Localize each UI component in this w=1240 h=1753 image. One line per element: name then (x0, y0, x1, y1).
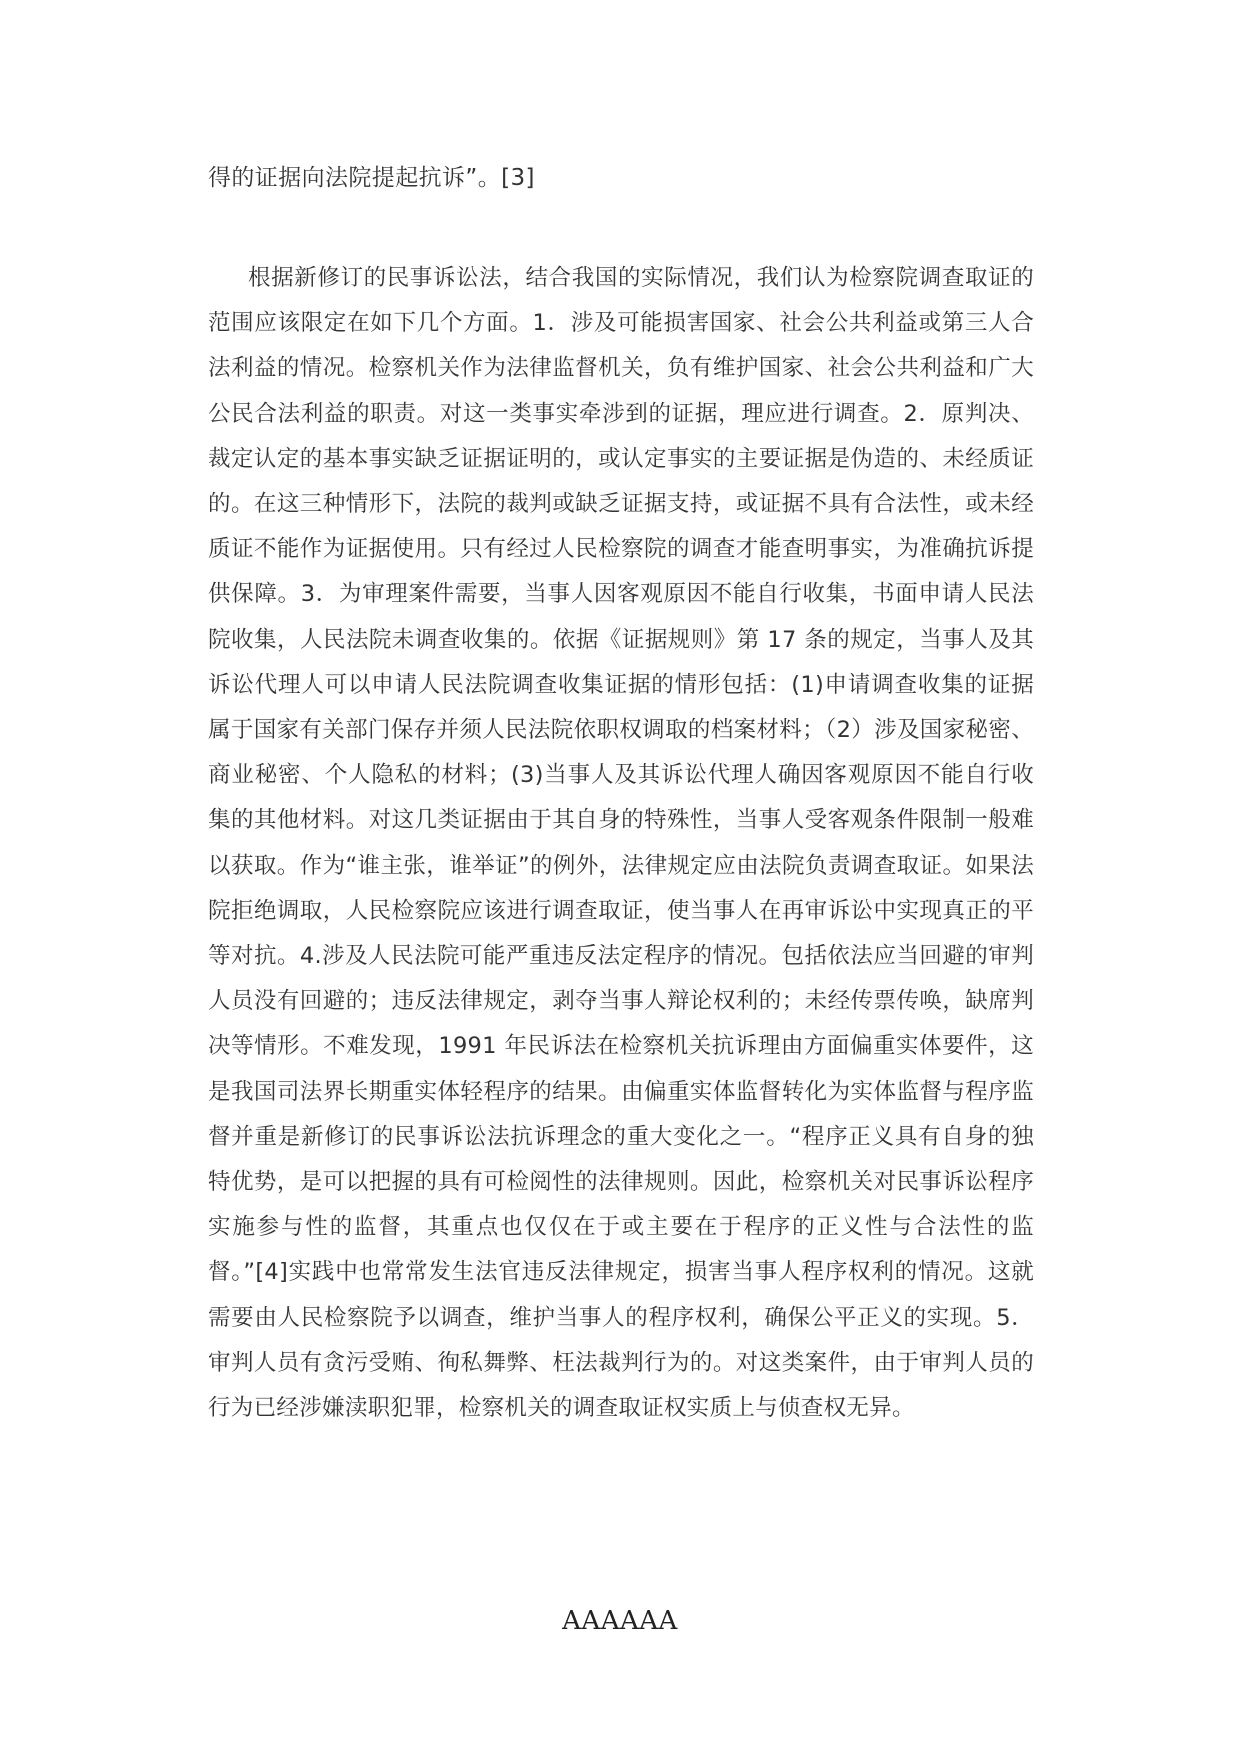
body-paragraph: 根据新修订的民事诉讼法，结合我国的实际情况，我们认为检察院调查取证的范围应该限定在如下几个方面。1．涉及可能损害国家、社会公共利益或第三人合法利益的情况。检察机关作为法律监督机关，负有维护国家、社会公共利益和广大公民合法利益的职责。对这一类事实牵涉到的证据，理应进行调查。2．原判决、裁定认定的基本事实缺乏证据证明的，或认定事实的主要证据是伪造的、未经质证的。在这三种情形下，法院的裁判或缺乏证据支持，或证据不具有合法性，或未经质证不能作为证据使用。只有经过人民检察院的调查才能查明事实，为准确抗诉提供保障。3．为审理案件需要，当事人因客观原因不能自行收集，书面申请人民法院收集，人民法院未调查收集的。依据《证据规则》第 17 条的规定，当事人及其诉讼代理人可以申请人民法院调查收集证据的情形包括：(1)申请调查收集的证据属于国家有关部门保存并须人民法院依职权调取的档案材料；（2）涉及国家秘密、商业秘密、个人隐私的材料；(3)当事人及其诉讼代理人确因客观原因不能自行收集的其他材料。对这几类证据由于其自身的特殊性，当事人受客观条件限制一般难以获取。作为“谁主张，谁举证”的例外，法律规定应由法院负责调查取证。如果法院拒绝调取，人民检察院应该进行调查取证，使当事人在再审诉讼中实现真正的平等对抗。4.涉及人民法院可能严重违反法定程序的情况。包括依法应当回避的审判人员没有回避的；违反法律规定，剥夺当事人辩论权利的；未经传票传唤，缺席判决等情形。不难发现，1991 年民诉法在检察机关抗诉理由方面偏重实体要件，这是我国司法界长期重实体轻程序的结果。由偏重实体监督转化为实体监督与程序监督并重是新修订的民事诉讼法抗诉理念的重大变化之一。“程序正义具有自身的独特优势，是可以把握的具有可检阅性的法律规则。因此，检察机关对民事诉讼程序实施参与性的监督，其重点也仅仅在于或主要在于程序的正义性与合法性的监督。”[4]实践中也常常发生法官违反法律规定，损害当事人程序权利的情况。这就需要由人民检察院予以调查，维护当事人的程序权利，确保公平正义的实现。5．审判人员有贪污受贿、徇私舞弊、枉法裁判行为的。对这类案件，由于审判人员的行为已经涉嫌渎职犯罪，检察机关的调查取证权实质上与侦查权无异。 (208, 265, 1034, 1422)
page-footer: AAAAAA (562, 1606, 678, 1636)
continued-text-line: 得的证据向法院提起抗诉”。[3] (208, 165, 535, 191)
